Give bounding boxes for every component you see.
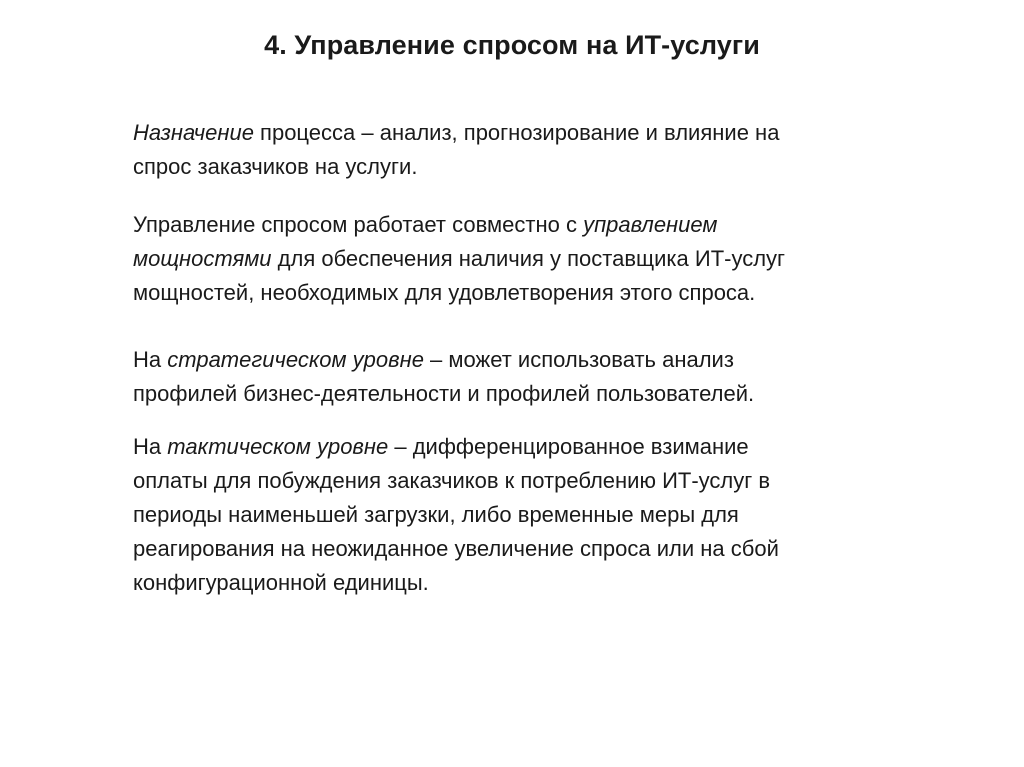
paragraph-line: [133, 343, 923, 377]
paragraph-capacity: [133, 208, 923, 310]
text-span: На: [133, 347, 168, 372]
paragraph-purpose: [133, 116, 923, 184]
text-span: На: [133, 434, 168, 459]
text-span: – может использовать анализ: [423, 347, 734, 372]
italic-term: мощностями: [133, 246, 272, 271]
paragraph-line: [133, 116, 923, 150]
paragraph-tactical: [133, 430, 923, 600]
paragraph-line: реагирования на неожиданное увеличение спроса или на сбой: [133, 536, 779, 561]
paragraph-strategic: [133, 343, 923, 411]
paragraph-line: периоды наименьшей загрузки, либо временные меры для: [133, 502, 739, 527]
italic-term: Назначение: [133, 120, 254, 145]
paragraph-line: [133, 242, 923, 276]
slide-title: 4. Управление спросом на ИТ-услуги: [264, 30, 760, 60]
italic-term: управлением: [583, 212, 718, 237]
italic-term: стратегическом уровне: [167, 347, 424, 372]
text-span: Управление спросом работает совместно с: [133, 212, 584, 237]
paragraph-line: мощностей, необходимых для удовлетворения этого спроса.: [133, 280, 756, 305]
paragraph-line: [133, 208, 923, 242]
text-span: для обеспечения наличия у поставщика ИТ-услуг: [271, 246, 786, 271]
paragraph-line: профилей бизнес-деятельности и профилей пользователей.: [133, 381, 755, 406]
paragraph-line: [133, 430, 923, 464]
paragraph-line: конфигурационной единицы.: [133, 570, 429, 595]
text-span: процесса – анализ, прогнозирование и влияние на: [253, 120, 780, 145]
italic-term: тактическом уровне: [167, 434, 389, 459]
paragraph-line: оплаты для побуждения заказчиков к потреблению ИТ-услуг в: [133, 468, 771, 493]
paragraph-line: спрос заказчиков на услуги.: [133, 154, 418, 179]
text-span: – дифференцированное взимание: [388, 434, 749, 459]
